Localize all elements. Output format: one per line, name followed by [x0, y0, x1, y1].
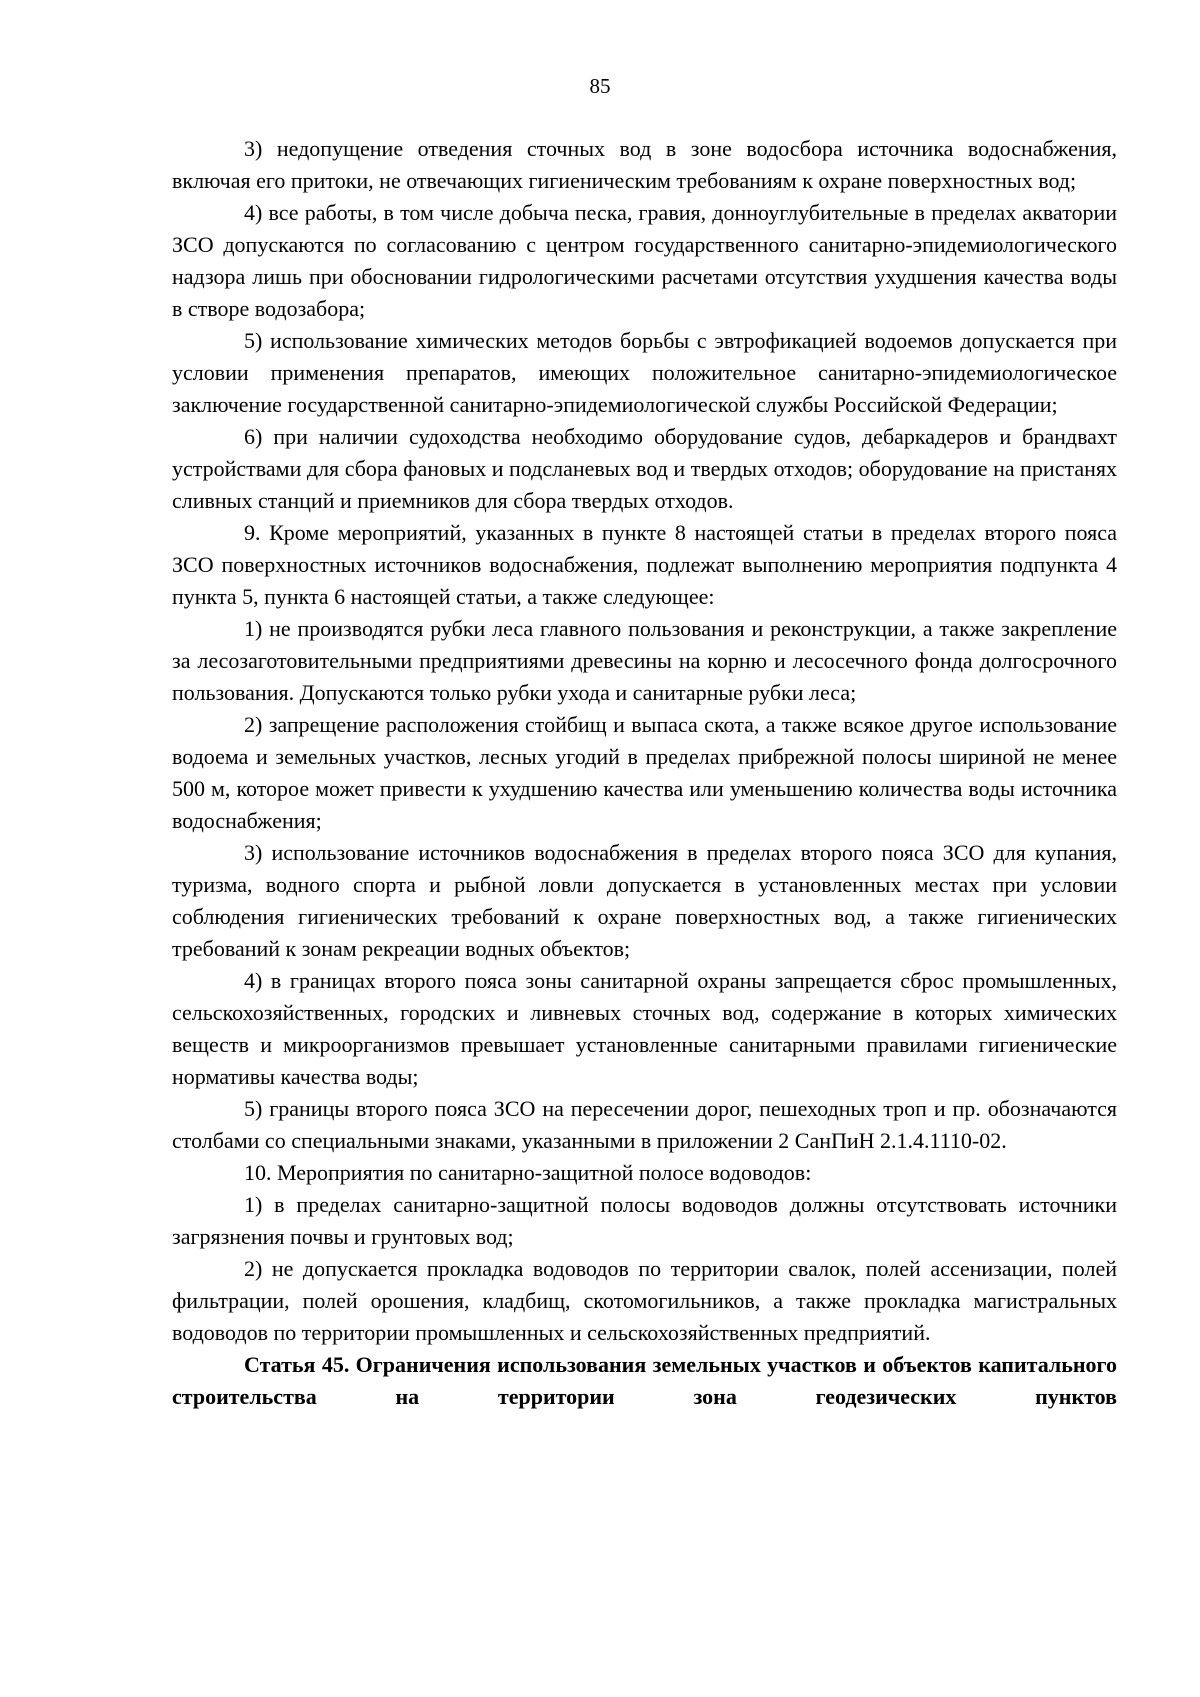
page-number: 85 — [589, 74, 611, 98]
paragraph-clause-9-item-4: 4) в границах второго пояса зоны санитарной охраны запрещается сброс промышленных, сельскохозяйственных, городских и ливневых сточных вод, содержание в которых химических веществ и микроорганизмов превышает установленные санитарными правилами гигиенические нормативы качества воды; — [172, 968, 1117, 1089]
paragraph-clause-10-item-2: 2) не допускается прокладка водоводов по территории свалок, полей ассенизации, полей фильтрации, полей орошения, кладбищ, скотомогильников, а также прокладка магистральных водоводов по территории промышленных и сельскохозяйственных предприятий. — [172, 1256, 1117, 1345]
paragraph-item-5-chemical-methods: 5) использование химических методов борьбы с эвтрофикацией водоемов допускается при условии применения препаратов, имеющих положительное санитарно-эпидемиологическое заключение государственной санитарно-эпидемиологической службы Российской Федерации; — [172, 328, 1117, 417]
paragraph-clause-9-item-2: 2) запрещение расположения стойбищ и выпаса скота, а также всякое другое использование водоема и земельных участков, лесных угодий в пределах прибрежной полосы шириной не менее 500 м, которое может привести к ухудшению качества или уменьшению количества воды источника водоснабжения; — [172, 712, 1117, 833]
paragraph-clause-10: 10. Мероприятия по санитарно-защитной полосе водоводов: — [244, 1160, 812, 1185]
body-text — [172, 133, 1117, 1413]
paragraph-clause-9-item-5: 5) границы второго пояса ЗСО на пересечении дорог, пешеходных троп и пр. обозначаются столбами со специальными знаками, указанными в приложении 2 СанПиН 2.1.4.1110-02. — [172, 1096, 1117, 1153]
paragraph-item-3-wastewater: 3) недопущение отведения сточных вод в зоне водосбора источника водоснабжения, включая его притоки, не отвечающих гигиеническим требованиям к охране поверхностных вод; — [172, 136, 1117, 193]
paragraph-clause-9-item-3: 3) использование источников водоснабжения в пределах второго пояса ЗСО для купания, туризма, водного спорта и рыбной ловли допускается в установленных местах при условии соблюдения гигиенических требований к охране поверхностных вод, а также гигиенических требований к зонам рекреации водных объектов; — [172, 840, 1117, 961]
paragraph-clause-9-item-1: 1) не производятся рубки леса главного пользования и реконструкции, а также закрепление за лесозаготовительными предприятиями древесины на корню и лесосечного фонда долгосрочного пользования. Допускаются только рубки ухода и санитарные рубки леса; — [172, 616, 1117, 705]
article-heading: Статья 45. Ограничения использования земельных участков и объектов капитального строительства на территории зона геодезических пунктов — [172, 1352, 1117, 1409]
paragraph-clause-10-item-1: 1) в пределах санитарно-защитной полосы водоводов должны отсутствовать источники загрязнения почвы и грунтовых вод; — [172, 1192, 1117, 1249]
paragraph-item-6-shipping: 6) при наличии судоходства необходимо оборудование судов, дебаркадеров и брандвахт устройствами для сбора фановых и подсланевых вод и твердых отходов; оборудование на пристанях сливных станций и приемников для сбора твердых отходов. — [172, 424, 1117, 513]
paragraph-clause-9: 9. Кроме мероприятий, указанных в пункте 8 настоящей статьи в пределах второго пояса ЗСО поверхностных источников водоснабжения, подлежат выполнению мероприятия подпункта 4 пункта 5, пункта 6 настоящей статьи, а также следующее: — [172, 520, 1117, 609]
paragraph-item-4-works: 4) все работы, в том числе добыча песка, гравия, донноуглубительные в пределах акватории ЗСО допускаются по согласованию с центром государственного санитарно-эпидемиологического надзора лишь при обосновании гидрологическими расчетами отсутствия ухудшения качества воды в створе водозабора; — [172, 200, 1117, 321]
